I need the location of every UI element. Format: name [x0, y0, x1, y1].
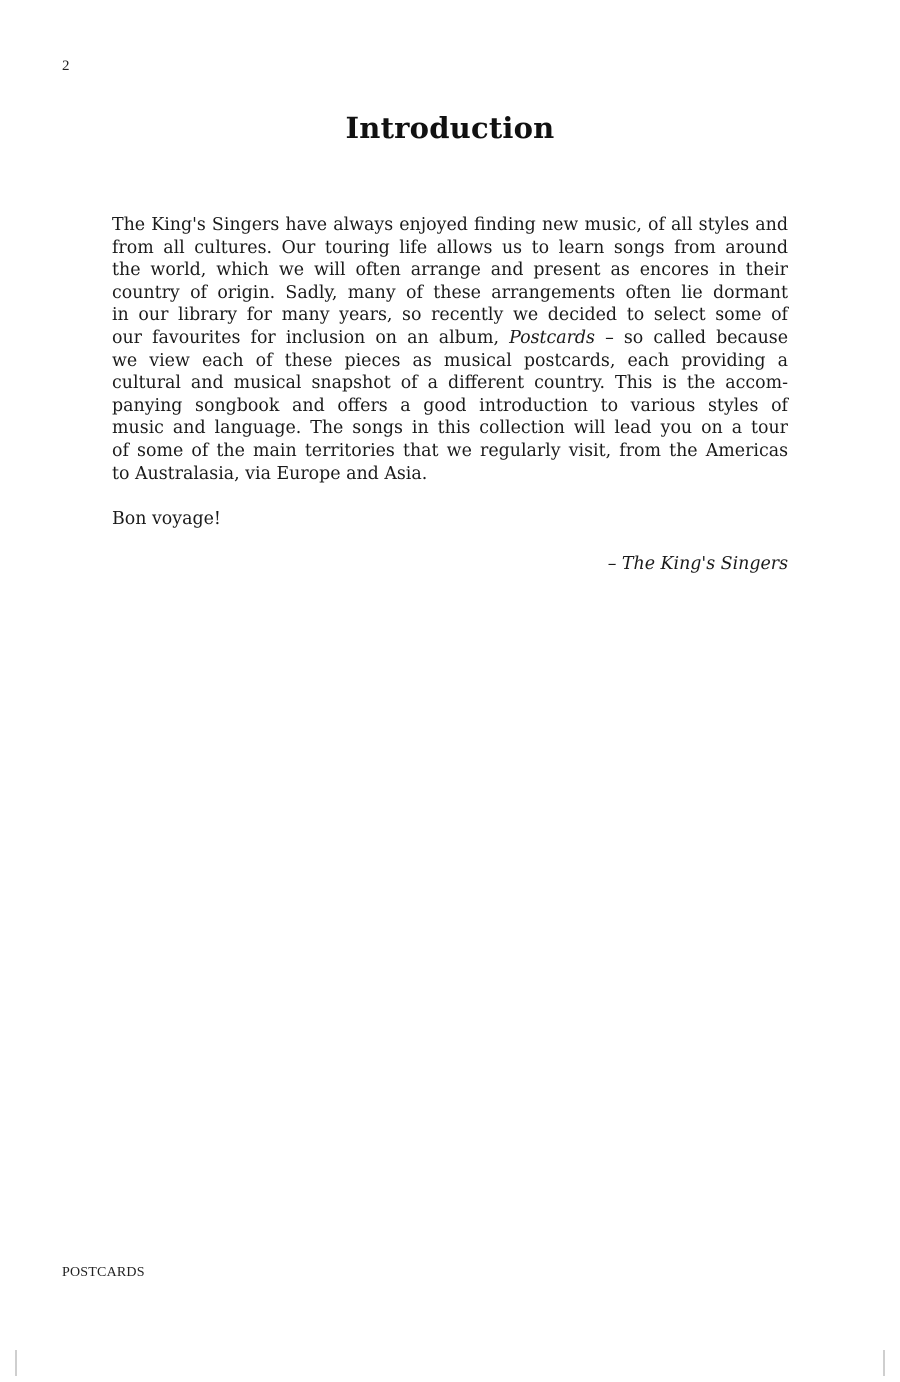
paragraph-line: we view each of these pieces as musical postcards, each providing a	[112, 350, 788, 371]
right-edge-mark	[883, 1350, 885, 1376]
paragraph-line: panying songbook and offers a good introduction to various styles of	[112, 395, 788, 416]
line-lead-text: our favourites for inclusion on an album,	[112, 327, 500, 348]
paragraph-line-with-album	[112, 327, 788, 350]
paragraph-line: the world, which we will often arrange and present as encores in their	[112, 260, 788, 281]
paragraph-line: cultural and musical snapshot of a different country. This is the accom-	[112, 373, 788, 394]
paragraph-line: in our library for many years, so recently we decided to select some of	[112, 305, 788, 326]
paragraph-line: to Australasia, via Europe and Asia.	[112, 463, 428, 484]
paragraph-line: of some of the main territories that we regularly visit, from the Americas	[112, 440, 788, 461]
page-number: 2	[62, 58, 70, 74]
paragraph-line: from all cultures. Our touring life allows us to learn songs from around	[112, 237, 788, 258]
paragraph-line: country of origin. Sadly, many of these arrangements often lie dormant	[112, 282, 788, 303]
paragraph-line: The King's Singers have always enjoyed finding new music, of all styles and	[112, 215, 788, 235]
paragraph-line: music and language. The songs in this collection will lead you on a tour	[112, 418, 788, 439]
closing-line: Bon voyage!	[112, 509, 221, 529]
running-footer: POSTCARDS	[62, 1265, 145, 1280]
album-title: Postcards	[509, 327, 595, 348]
left-edge-mark	[15, 1350, 17, 1376]
page-title: Introduction	[345, 111, 555, 145]
signature: – The King's Singers	[607, 554, 788, 574]
line-tail-text: – so called because	[605, 327, 789, 348]
introduction-paragraph	[112, 214, 788, 485]
